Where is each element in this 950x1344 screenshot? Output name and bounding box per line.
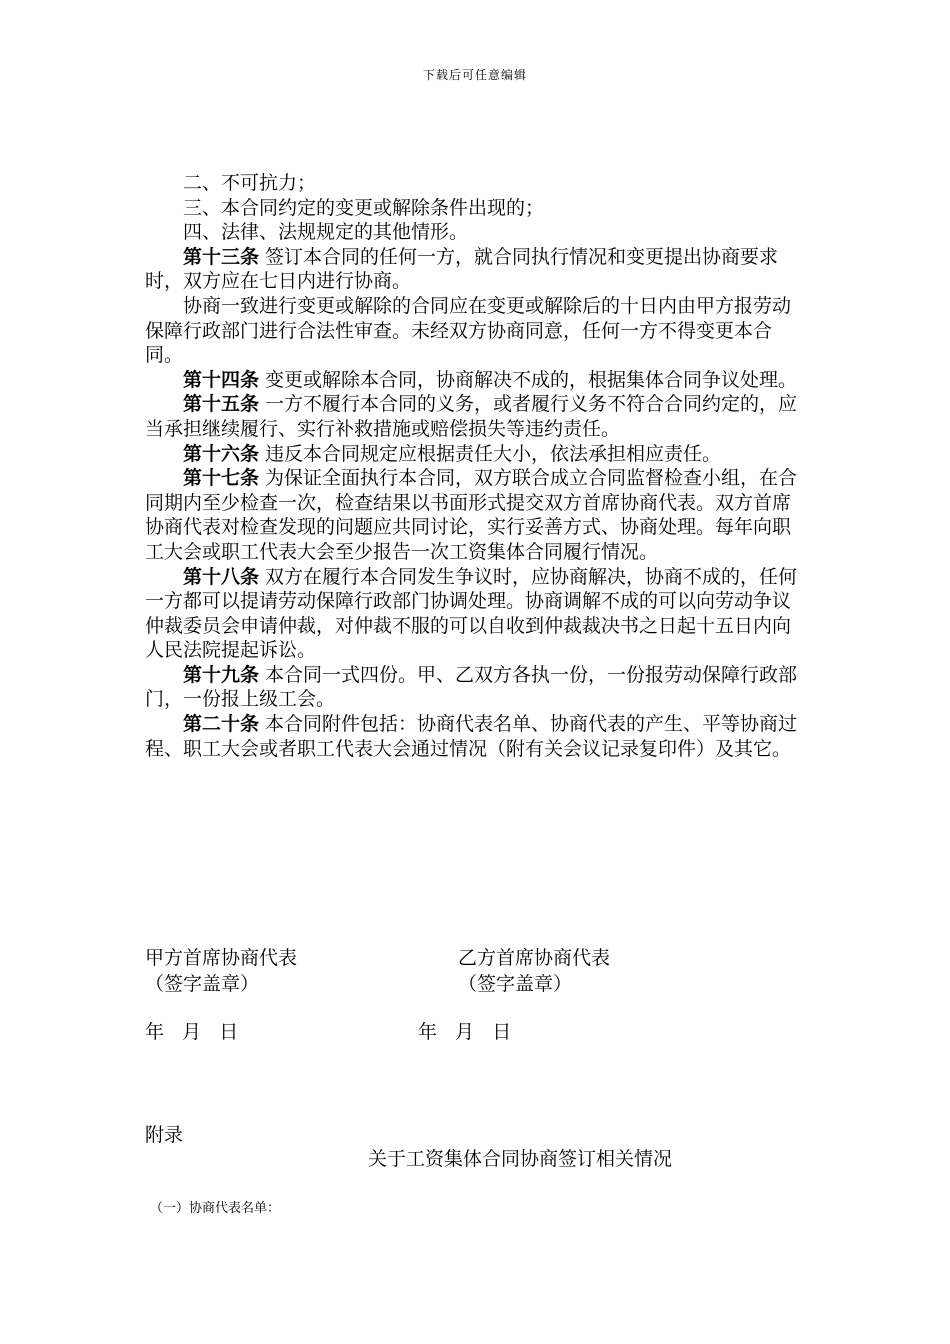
- clause-text: 为保证全面执行本合同，双方联合成立合同监督检查小组，在合同期内至少检查一次，检查结果以书面形式提交双方首席协商代表。双方首席协商代表对检查发现的问题应共同讨论，实行妥善方式、协商处理。每年向职工大会或职工代表大会至少报告一次工资集体合同履行情况。: [145, 467, 798, 563]
- appendix-title: 关于工资集体合同协商签订相关情况: [368, 1148, 673, 1170]
- clause-paragraph: [145, 442, 805, 467]
- clause-paragraph: [145, 712, 805, 761]
- party-b-seal: （签字盖章）: [458, 973, 573, 995]
- clause-text: 四、法律、法规规定的其他情形。: [183, 221, 469, 244]
- clause-paragraph: [145, 663, 805, 712]
- clause-heading: 第十四条: [183, 368, 260, 391]
- clause-paragraph: [145, 220, 805, 245]
- party-b-title: 乙方首席协商代表: [458, 947, 611, 969]
- party-b-date: 年 月 日: [418, 1021, 512, 1043]
- page-header-note: 下载后可任意编辑: [422, 68, 527, 82]
- clause-paragraph: [145, 245, 805, 294]
- clause-text: 协商一致进行变更或解除的合同应在变更或解除后的十日内由甲方报劳动保障行政部门进行合法性审查。未经双方协商同意，任何一方不得变更本合同。: [145, 294, 792, 367]
- clause-text: 本合同附件包括：协商代表名单、协商代表的产生、平等协商过程、职工大会或者职工代表大会通过情况（附有关会议记录复印件）及其它。: [145, 713, 798, 760]
- clause-heading: 第十六条: [183, 442, 260, 465]
- clause-paragraph: [145, 196, 805, 221]
- clause-text: 签订本合同的任何一方，就合同执行情况和变更提出协商要求时，双方应在七日内进行协商。: [145, 245, 779, 293]
- party-a-seal: （签字盖章）: [145, 973, 260, 995]
- contract-body: [145, 171, 805, 761]
- clause-paragraph: [145, 294, 805, 368]
- clause-heading: 第十七条: [183, 467, 260, 490]
- clause-paragraph: [145, 392, 805, 441]
- party-b-signature: [458, 945, 610, 997]
- clause-text: 二、不可抗力；: [183, 172, 317, 194]
- clause-text: 双方在履行本合同发生争议时，应协商解决，协商不成的，任何一方都可以提请劳动保障行政部门协调处理。协商调解不成的可以向劳动争议仲裁委员会申请仲裁，对仲裁不服的可以自收到仲裁裁决书之日起十五日内向人民法院提起诉讼。: [145, 565, 798, 662]
- clause-paragraph: [145, 171, 805, 196]
- clause-text: 一方不履行本合同的义务，或者履行义务不符合合同约定的，应当承担继续履行、实行补救措施或赔偿损失等违约责任。: [145, 393, 798, 440]
- clause-text: 本合同一式四份。甲、乙双方各执一份，一份报劳动保障行政部门，一份报上级工会。: [145, 663, 798, 711]
- clause-text: 变更或解除本合同，协商解决不成的，根据集体合同争议处理。: [259, 368, 798, 391]
- clause-text: 违反本合同规定应根据责任大小，依法承担相应责任。: [259, 442, 722, 465]
- clause-paragraph: [145, 466, 805, 564]
- appendix-item: （一）协商代表名单：: [150, 1201, 281, 1216]
- clause-paragraph: [145, 565, 805, 663]
- clause-paragraph: [145, 368, 805, 393]
- party-a-title: 甲方首席协商代表: [145, 947, 298, 969]
- clause-heading: 第二十条: [183, 713, 260, 736]
- clause-heading: 第十九条: [183, 663, 260, 686]
- clause-text: 三、本合同约定的变更或解除条件出现的；: [183, 196, 545, 219]
- clause-heading: 第十五条: [183, 393, 260, 416]
- clause-heading: 第十三条: [183, 245, 260, 268]
- party-a-signature: [145, 945, 297, 997]
- clause-heading: 第十八条: [183, 565, 260, 588]
- party-a-date: 年 月 日: [145, 1021, 239, 1043]
- appendix-label: 附录: [145, 1124, 184, 1146]
